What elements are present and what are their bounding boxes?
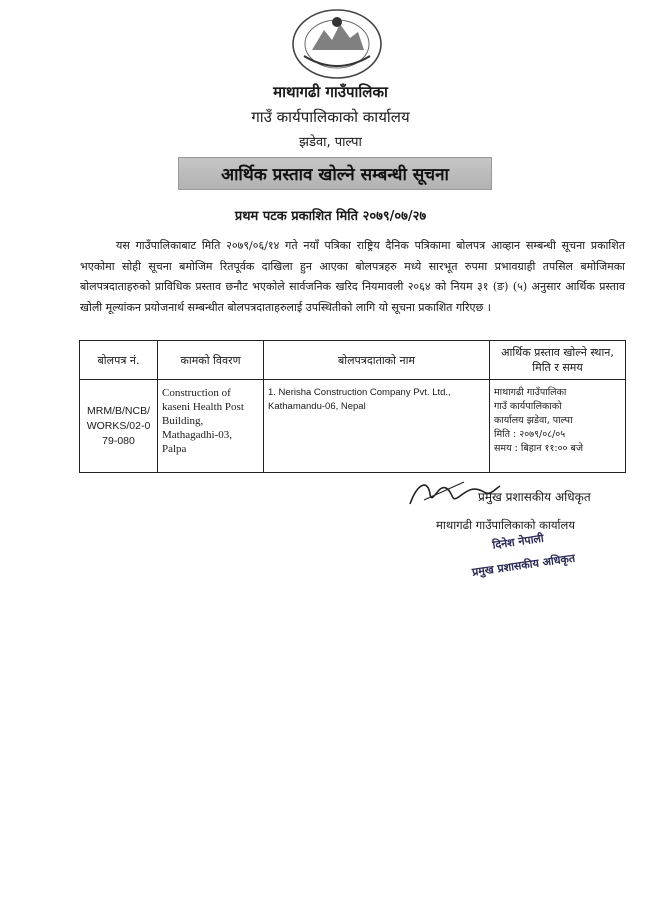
signatory-office: माथागढी गाउँपालिकाको कार्यालय xyxy=(436,518,576,532)
table-header-row xyxy=(80,341,626,380)
header-bidder-name: बोलपत्रदाताको नाम xyxy=(264,341,490,380)
opening-line: मिति : २०७९/०८/०५ xyxy=(494,429,566,440)
office-address: झडेवा, पाल्पा xyxy=(299,135,362,150)
bidder-line: 1. Nerisha Construction Company Pvt. Ltd., xyxy=(268,387,451,398)
bidder-line: Kathamandu-06, Nepal xyxy=(268,401,366,412)
opening-line: कार्यालय झडेवा, पाल्पा xyxy=(494,415,573,426)
published-date: प्रथम पटक प्रकाशित मिति २०७९/०७/२७ xyxy=(234,209,427,224)
opening-line: माथागढी गाउँपालिका xyxy=(494,387,567,398)
notice-title: आर्थिक प्रस्ताव खोल्ने सम्बन्धी सूचना xyxy=(221,165,449,185)
header-work-description: कामको विवरण xyxy=(158,341,264,380)
office-name: माथागढी गाउँपालिका xyxy=(273,83,388,101)
opening-line: गाउँ कार्यपालिकाको xyxy=(494,401,562,412)
bid-number: MRM/B/NCB/WORKS/02-079-080 xyxy=(80,380,158,473)
stamp-title: प्रमुख प्रशासकीय अधिकृत xyxy=(471,551,576,579)
signatory-designation: प्रमुख प्रशासकीय अधिकृत xyxy=(478,490,591,504)
header-bid-no: बोलपत्र नं. xyxy=(80,341,158,380)
opening-details xyxy=(490,380,626,473)
notice-title-banner xyxy=(178,157,492,190)
notice-body: यस गाउँपालिकाबाट मिति २०७९/०६/१४ गते नयाँ पत्रिका राष्ट्रिय दैनिक पत्रिकामा बोलपत्र आव्हान सम्बन्धी सूचना प्रकाशित भएकोमा सोही सूचना बमोजिम रितपूर्वक दाखिला हुन आएका बोलपत्रहरु मध्ये सारभूत रुपमा प्रभावग्राही तपसिल बमोजिमका बोलपत्रदाताहरुको प्राविधिक प्रस्ताव छनौट भएकोले सार्वजनिक खरिद नियमावली २०६४ को नियम ३१ (ङ) (५) अनुसार आर्थिक प्रस्ताव खोली मूल्यांकन प्रयोजनार्थ सम्बन्धीत बोलपत्रदाताहरुलाई उपस्थितीको लागि यो सूचना प्रकाशित गरिएछ । xyxy=(80,239,625,314)
stamp-name: दिनेश नेपाली xyxy=(491,531,545,552)
office-title: गाउँ कार्यपालिकाको कार्यालय xyxy=(251,108,410,126)
work-description: Construction of kaseni Health Post Building, Mathagadhi-03, Palpa xyxy=(158,380,264,473)
emblem-seal-icon xyxy=(282,6,392,84)
opening-line: समय : बिहान ११:०० बजे xyxy=(494,443,583,454)
bid-table xyxy=(79,340,626,473)
header-opening-place-date-time: आर्थिक प्रस्ताव खोल्ने स्थान, मिति र समय xyxy=(490,341,626,380)
bidder-name xyxy=(264,380,490,473)
table-row xyxy=(80,380,626,473)
